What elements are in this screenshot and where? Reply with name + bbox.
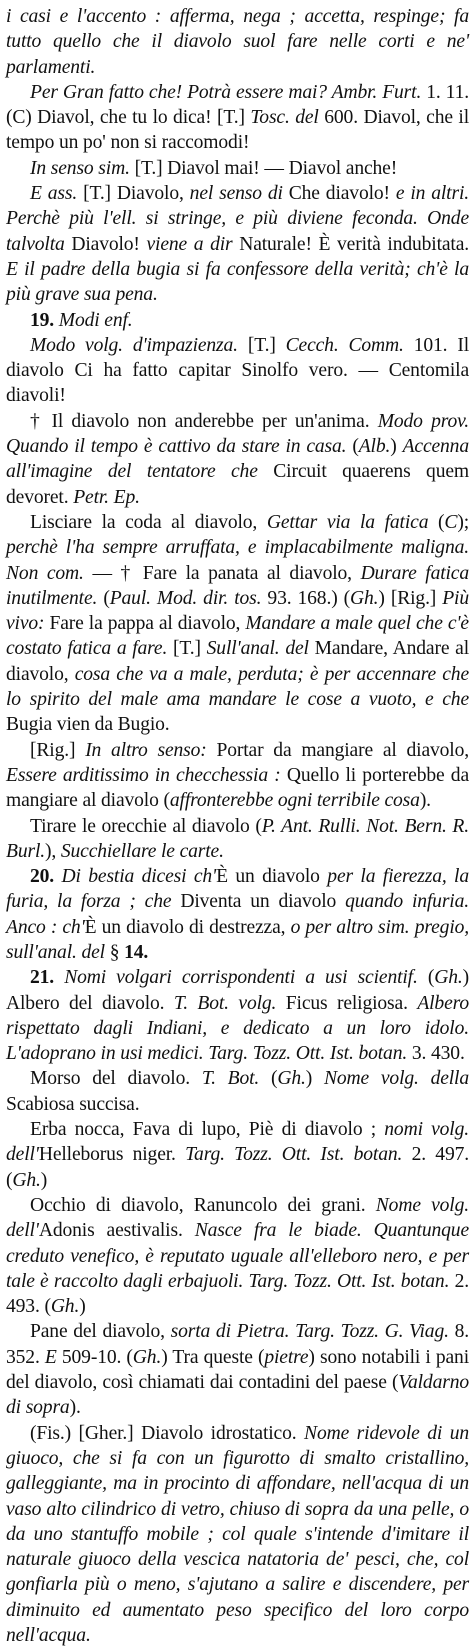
paragraph: E ass. [T.] Diavolo, nel senso di Che diavolo! e in altri. Perchè più l'ell. si stringe, e più diviene feconda. Onde talvolta Diavolo! viene a dir Naturale! È verità indubitata. E il padre della bugia si fa confessore della verità; ch'è la più grave sua pena.	[6, 183, 470, 306]
paragraph: 20. Di bestia dicesi ch'È un diavolo per la fierezza, la furia, la forza ; che Diventa un diavolo quando infuria. Anco : ch'È un diavolo di destrezza, o per altro sim. pregio, sull'anal. del § 14.	[6, 866, 470, 963]
paragraph: Tirare le orecchie al diavolo (P. Ant. Rulli. Not. Bern. R. Burl.), Succhiellare le carte.	[6, 815, 469, 862]
paragraph: Occhio di diavolo, Ranuncolo dei grani. Nome volg. dell'Adonis aestivalis. Nasce fra le biade. Quantunque creduto venefico, è reputato uguale all'elleboro nero, e per tale è raccolto dagli erbajuoli. Targ. Tozz. Ott. Ist. botan. 2. 493. (Gh.)	[6, 1194, 469, 1318]
paragraph: Erba nocca, Fava di lupo, Piè di diavolo ; nomi volg. dell'Helleborus niger. Targ. Tozz. Ott. Ist. botan. 2. 497. (Gh.)	[6, 1119, 470, 1191]
paragraph: Per Gran fatto che! Potrà essere mai? Ambr. Furt. 1. 11. (C) Diavol, che tu lo dica! [T.] Tosc. del 600. Diavol, che il tempo un po' non si raccomodi!	[6, 81, 469, 154]
paragraph: 21. Nomi volgari corrispondenti a usi scientif. (Gh.) Albero del diavolo. T. Bot. volg. Ficus religiosa. Albero rispettato dagli Indiani, e dedicato a un loro idolo. L'adoprano in usi medici. Targ. Tozz. Ott. Ist. botan. 3. 430.	[6, 967, 470, 1065]
paragraph: Modo volg. d'impazienza. [T.] Cecch. Comm. 101. Il diavolo Ci ha fatto capitar Sinolfo vero. — Centomila diavoli!	[6, 334, 469, 407]
paragraph: In senso sim. [T.] Diavol mai! — Diavol anche!	[30, 157, 398, 179]
paragraph: [Rig.] In altro senso: Portar da mangiare al diavolo, Essere arditissimo in checchessia : Quello li porterebbe da mangiare al diavolo (affronterebbe ogni terribile cosa).	[6, 739, 469, 812]
paragraph: Pane del diavolo, sorta di Pietra. Targ. Tozz. G. Viag. 8. 352. E 509-10. (Gh.) Tra queste (pietre) sono notabili i pani del diavolo, così chiamati dai contadini del paese (Valdarno di sopra).	[6, 1321, 470, 1419]
paragraph: (Fis.) [Gher.] Diavolo idrostatico. Nome ridevole di un giuoco, che si fa con un figurotto di smalto cristallino, galleggiante, ma in procinto di affondare, nell'acqua di un vaso alto cilindrico di vetro, chiuso di sopra da una pelle, o da uno stantuffo mobile ; col quale s'intende d'imitare il naturale giuoco della vescica natatoria de' pesci, che, col gonfiarla più o meno, s'ajutano a salire e discendere, per diminuito ed aumentato peso specifico del loro corpo nell'acqua.	[6, 1422, 469, 1646]
paragraph: i casi e l'accento : afferma, nega ; accetta, respinge; fa tutto quello che il diavolo suol fare nelle corti e ne' parlamenti.	[6, 6, 469, 78]
section-heading: 19. Modi enf.	[30, 309, 133, 331]
paragraph: Lisciare la coda al diavolo, Gettar via la fatica (C); perchè l'ha sempre arruffata, e implacabilmente maligna. Non com. — † Fare la panata al diavolo, Durare fatica inutilmente. (Paul. Mod. dir. tos. 93. 168.) (Gh.) [Rig.] Più vivo: Fare la pappa al diavolo, Mandare a male quel che c'è costato fatica a fare. [T.] Sull'anal. del Mandare, Andare al diavolo, cosa che va a male, perduta; è per accennare che lo spirito del male ama mandare le cose a vuoto, e che Bugia vien da Bugio.	[6, 511, 470, 736]
paragraph: Morso del diavolo. T. Bot. (Gh.) Nome volg. della Scabiosa succisa.	[6, 1068, 469, 1115]
paragraph: † Il diavolo non anderebbe per un'anima. Modo prov. Quando il tempo è cattivo da stare in casa. (Alb.) Accenna all'imagine del tentatore che Circuit quaerens quem devoret. Petr. Ep.	[6, 410, 469, 508]
